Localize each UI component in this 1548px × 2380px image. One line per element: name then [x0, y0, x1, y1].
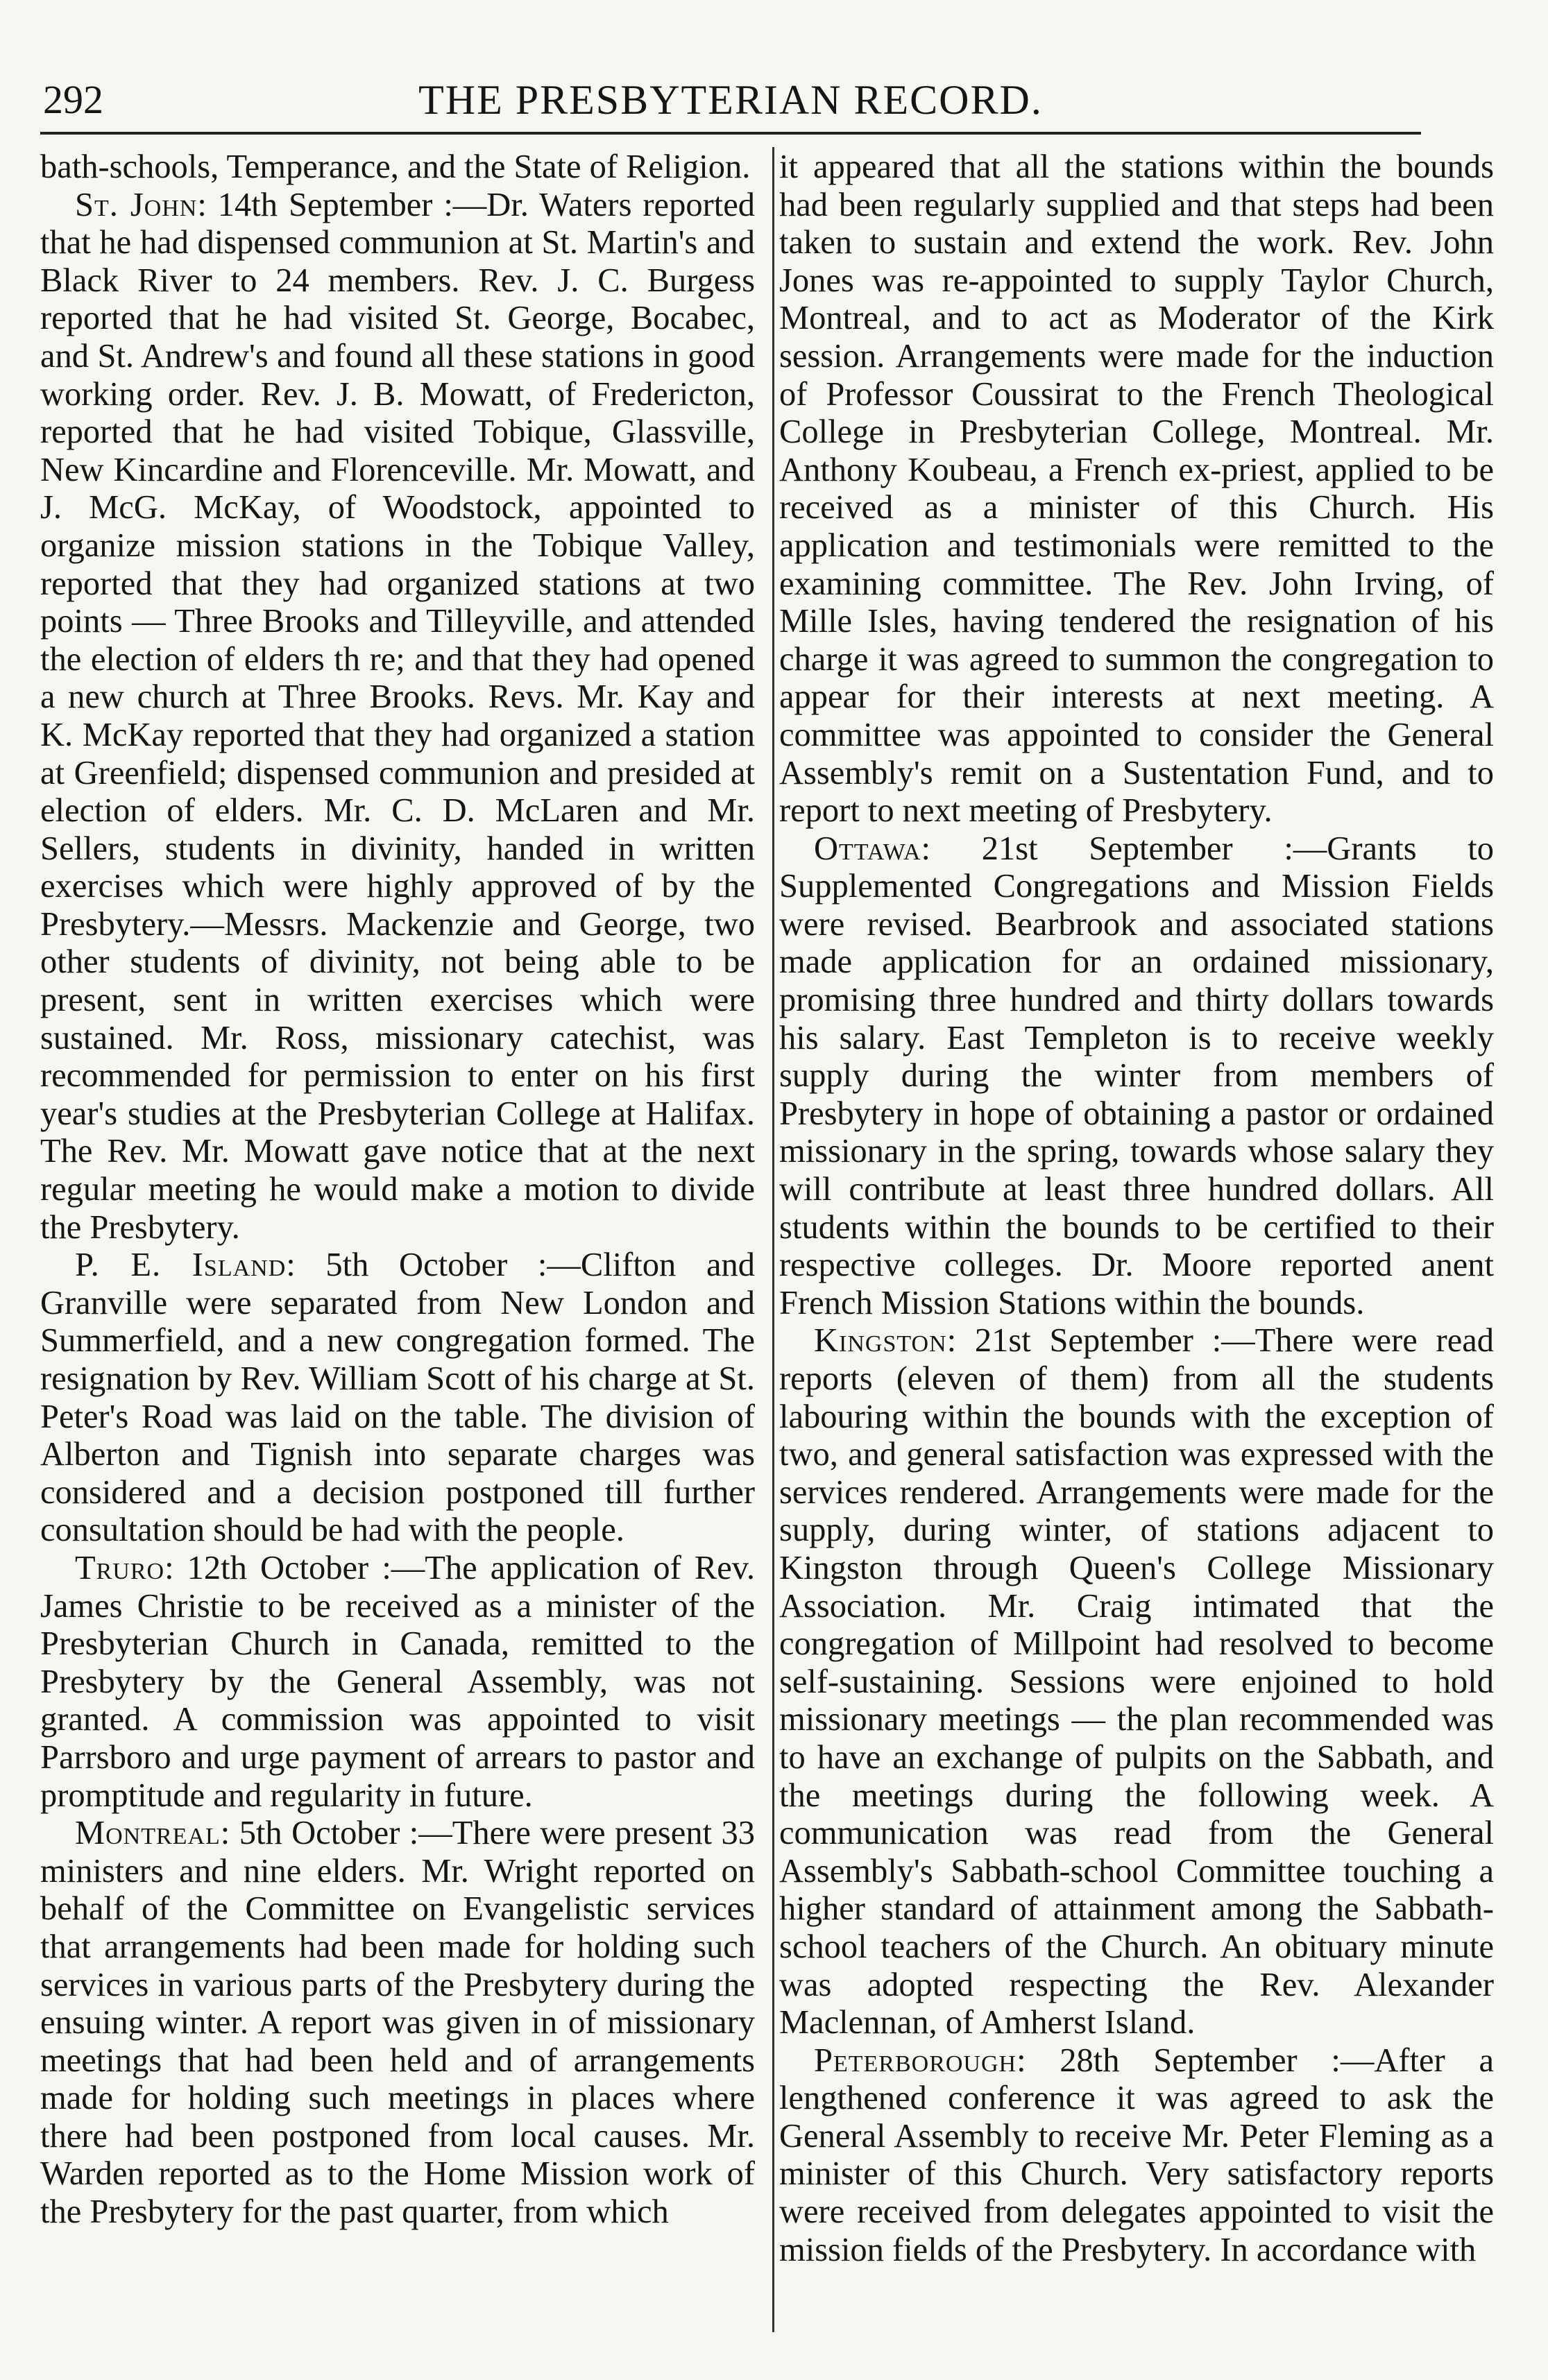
- presbytery-name: Montreal: [75, 1815, 221, 1852]
- paragraph-text: : 12th October :—The application of Rev. James Christie to be received as a minister of the Presbyterian Church in Canada, remitted to the Presbytery by the General Assembly, was not granted. A commission was appointed to visit Parrsboro and urge payment of arrears to pastor and promptitude and regularity in future.: [40, 1549, 755, 1814]
- presbytery-name: St. John: [75, 186, 198, 223]
- paragraph: [40, 187, 755, 1247]
- paragraph: [40, 148, 755, 187]
- paragraph-text: it appeared that all the stations within the bounds had been regularly supplied and that steps had been taken to sustain and extend the work. Rev. John Jones was re-appointed to supply Taylor Church, Montreal, and to act as Moderator of the Kirk session. Arrangements were made for the induction of Professor Coussirat to the French Theological College in Presbyterian College, Montreal. Mr. Anthony Koubeau, a French ex-priest, applied to be received as a minister of this Church. His application and testimonials were remitted to the examining committee. The Rev. John Irving, of Mille Isles, having tendered the resignation of his charge it was agreed to summon the congregation to appear for their interests at next meeting. A committee was appointed to consider the General Assembly's remit on a Sustentation Fund, and to report to next meeting of Presbytery.: [779, 148, 1494, 830]
- paragraph: [40, 1550, 755, 1815]
- paragraph-text: bath-schools, Temperance, and the State of Religion.: [40, 148, 751, 185]
- paragraph-text: : 21st September :—Grants to Supplemented Congregations and Mission Fields were revised. Bearbrook and associated stations made application for an ordained missionary, promising three hundred and thirty dollars towards his salary. East Templeton is to receive weekly supply during the winter from members of Presbytery in hope of obtaining a pastor or ordained missionary in the spring, towards whose salary they will contribute at least three hundred dollars. All students within the bounds to be certified to their respective colleges. Dr. Moore reported anent French Mission Stations within the bounds.: [779, 830, 1494, 1321]
- presbytery-name: Truro: [75, 1549, 165, 1586]
- paragraph-text: : 5th October :—There were present 33 ministers and nine elders. Mr. Wright reported on behalf of the Committee on Evangelistic services that arrangements had been made for holding such services in various parts of the Presbytery during the ensuing winter. A report was given in of missionary meetings that had been held and of arrangements made for holding such meetings in places where there had been postponed from local causes. Mr. Warden reported as to the Home Mission work of the Presbytery for the past quarter, from which: [40, 1815, 755, 2231]
- running-title: THE PRESBYTERIAN RECORD.: [418, 77, 1043, 123]
- page-number: 292: [43, 77, 103, 122]
- page-header: [40, 72, 1421, 135]
- presbytery-name: P. E. Island: [75, 1247, 287, 1284]
- paragraph: [779, 148, 1494, 830]
- paragraph: [779, 1322, 1494, 2041]
- paragraph: [779, 830, 1494, 1323]
- paragraph-text: : 21st September :—There were read reports (eleven of them) from all the students labouring within the bounds with the exception of two, and general satisfaction was expressed with the services rendered. Arrangements were made for the supply, during winter, of stations adjacent to Kingston through Queen's College Missionary Association. Mr. Craig intimated that the congregation of Millpoint had resolved to become self-sustaining. Sessions were enjoined to hold missionary meetings — the plan recommended was to have an exchange of pulpits on the Sabbath, and the meetings during the following week. A communication was read from the General Assembly's Sabbath-school Committee touching a higher standard of attainment among the Sabbath-school teachers of the Church. An obituary minute was adopted respecting the Rev. Alexander Maclennan, of Amherst Island.: [779, 1322, 1494, 2041]
- right-column: [779, 148, 1494, 2334]
- paragraph-text: : 14th September :—Dr. Waters reported that he had dispensed communion at St. Martin's and Black River to 24 members. Rev. J. C. Burgess reported that he had visited St. George, Bocabec, and St. Andrew's and found all these stations in good working order. Rev. J. B. Mowatt, of Fredericton, reported that he had visited Tobique, Glassville, New Kincardine and Florenceville. Mr. Mowatt, and J. McG. McKay, of Woodstock, appointed to organize mission stations in the Tobique Valley, reported that they had organized stations at two points — Three Brooks and Tilleyville, and attended the election of elders th re; and that they had opened a new church at Three Brooks. Revs. Mr. Kay and K. McKay reported that they had organized a station at Greenfield; dispensed communion and presided at election of elders. Mr. C. D. McLaren and Mr. Sellers, students in divinity, handed in written exercises which were highly approved of by the Presbytery.—Messrs. Mackenzie and George, two other students of divinity, not being able to be present, sent in written exercises which were sustained. Mr. Ross, missionary catechist, was recommended for permission to enter on his first year's studies at the Presbyterian College at Halifax. The Rev. Mr. Mowatt gave notice that at the next regular meeting he would make a motion to divide the Presbytery.: [40, 186, 755, 1246]
- paragraph: [40, 1815, 755, 2232]
- presbytery-name: Peterborough: [814, 2041, 1017, 2079]
- paragraph: [779, 2042, 1494, 2270]
- paragraph-text: : 28th September :—After a lengthened conference it was agreed to ask the General Assembly to receive Mr. Peter Fleming as a minister of this Church. Very satisfactory reports were received from delegates appointed to visit the mission fields of the Presbytery. In accordance with: [779, 2041, 1494, 2268]
- presbytery-name: Ottawa: [814, 830, 921, 867]
- paragraph: [40, 1247, 755, 1550]
- presbytery-name: Kingston: [814, 1322, 947, 1360]
- paragraph-text: : 5th October :—Clifton and Granville were separated from New London and Summerfield, and a new congregation formed. The resignation by Rev. William Scott of his charge at St. Peter's Road was laid on the table. The division of Alberton and Tignish into separate charges was considered and a decision postponed till further consultation should be had with the people.: [40, 1247, 755, 1549]
- column-divider: [772, 147, 774, 2332]
- left-column: [40, 148, 755, 2334]
